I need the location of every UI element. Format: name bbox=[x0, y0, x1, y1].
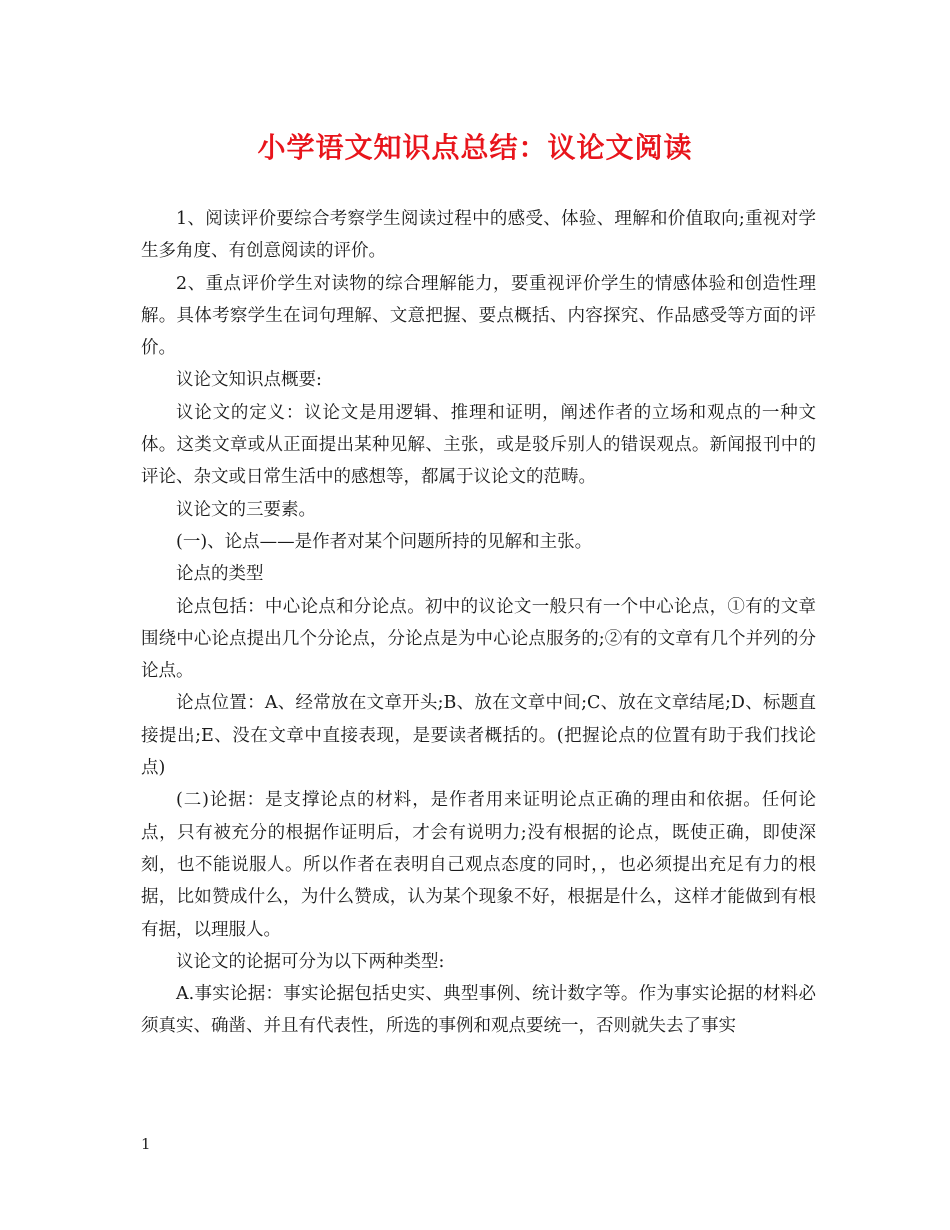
paragraph: 1、阅读评价要综合考察学生阅读过程中的感受、体验、理解和价值取向;重视对学生多角度、有创意阅读的评价。 bbox=[141, 209, 816, 262]
paragraph: 2、重点评价学生对读物的综合理解能力，要重视评价学生的情感体验和创造性理解。具体考察学生在词句理解、文意把握、要点概括、内容探究、作品感受等方面的评价。 bbox=[141, 273, 816, 359]
paragraph: (一)、论点——是作者对某个问题所持的见解和主张。 bbox=[176, 531, 593, 552]
document-body bbox=[141, 203, 816, 1043]
page-number: 1 bbox=[141, 1135, 151, 1153]
document-title: 小学语文知识点总结：议论文阅读 bbox=[257, 131, 693, 164]
paragraph: 论点位置：A、经常放在文章开头;B、放在文章中间;C、放在文章结尾;D、标题直接提出;E、没在文章中直接表现，是要读者概括的。(把握论点的位置有助于我们找论点) bbox=[141, 693, 816, 779]
paragraph: 议论文的论据可分为以下两种类型: bbox=[176, 951, 445, 972]
paragraph: 论点包括：中心论点和分论点。初中的议论文一般只有一个中心论点，①有的文章围绕中心论点提出几个分论点，分论点是为中心论点服务的;②有的文章有几个并列的分论点。 bbox=[141, 596, 816, 682]
paragraph: 议论文的定义：议论文是用逻辑、推理和证明，阐述作者的立场和观点的一种文体。这类文章或从正面提出某种见解、主张，或是驳斥别人的错误观点。新闻报刊中的评论、杂文或日常生活中的感想等，都属于议论文的范畴。 bbox=[141, 402, 816, 488]
paragraph: 论点的类型 bbox=[176, 564, 264, 585]
paragraph: 议论文的三要素。 bbox=[176, 499, 316, 520]
paragraph: 议论文知识点概要: bbox=[176, 370, 322, 391]
paragraph: (二)论据：是支撑论点的材料，是作者用来证明论点正确的理由和依据。任何论点，只有被充分的根据作证明后，才会有说明力;没有根据的论点，既使正确，即使深刻，也不能说服人。所以作者在表明自己观点态度的同时，，也必须提出充足有力的根据，比如赞成什么，为什么赞成，认为某个现象不好，根据是什么，这样才能做到有根有据，以理服人。 bbox=[141, 790, 816, 940]
paragraph: A.事实论据：事实论据包括史实、典型事例、统计数字等。作为事实论据的材料必须真实、确凿、并且有代表性，所选的事例和观点要统一，否则就失去了事实 bbox=[141, 984, 816, 1037]
